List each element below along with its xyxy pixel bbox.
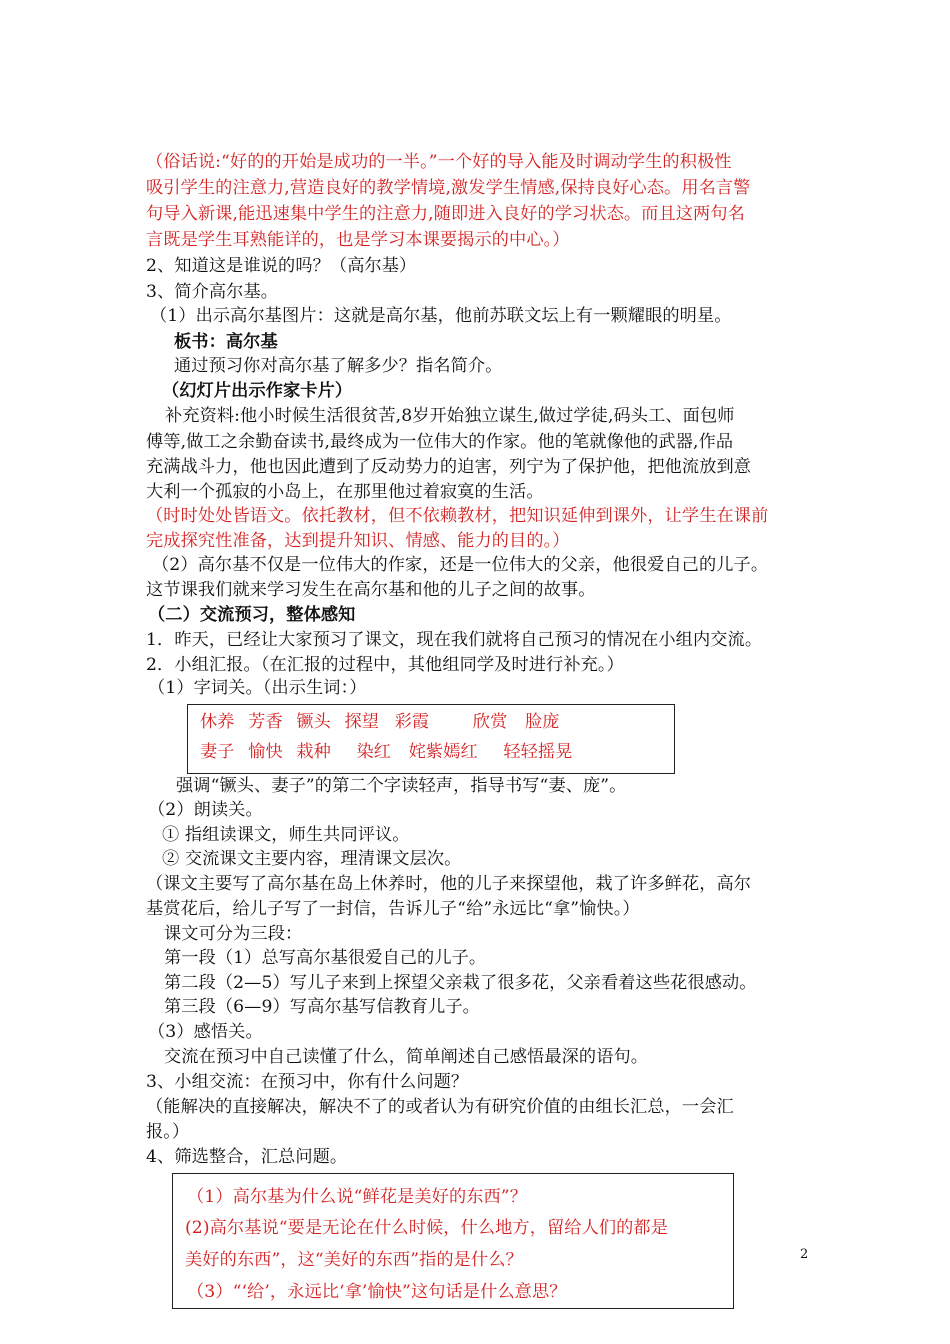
vocab-word: 镢头 xyxy=(296,712,331,732)
vocab-word: 彩霞 xyxy=(394,712,430,732)
paragraph-2: 2．小组汇报。（在汇报的过程中，其他组同学及时进行补充。） xyxy=(146,655,624,675)
intro-note-line: （俗话说:“好的的开始是成功的一半。”一个好的导入能及时调动学生的积极性 xyxy=(146,152,732,172)
supplement-line: 补充资料:他小时候生活很贫苦,8岁开始独立谋生,做过学徒,码头工、面包师 xyxy=(165,406,735,426)
summary-line: （课文主要写了高尔基在岛上休养时，他的儿子来探望他，栽了许多鲜花，高尔 xyxy=(146,874,752,894)
vocab-word: 芳香 xyxy=(248,712,283,732)
segment-1: 第一段（1）总写高尔基很爱自己的儿子。 xyxy=(164,948,487,968)
subitem-feeling: （3）感悟关。 xyxy=(148,1022,263,1042)
vocab-word: 姹紫嫣红 xyxy=(408,742,478,762)
paragraph-3: 3、小组交流：在预习中，你有什么问题？ xyxy=(146,1072,469,1092)
paragraph-4: 4、筛选整合，汇总问题。 xyxy=(146,1147,348,1167)
intro-note-line: 言既是学生耳熟能详的，也是学习本课要揭示的中心。） xyxy=(146,230,570,250)
vocab-word: 栽种 xyxy=(296,742,331,762)
intro-note-line: 吸引学生的注意力,营造良好的教学情境,激发学生情感,保持良好心态。用名言警 xyxy=(146,178,751,198)
step-2-line: 这节课我们就来学习发生在高尔基和他的儿子之间的故事。 xyxy=(146,580,596,600)
vocab-word: 轻轻摇晃 xyxy=(503,742,573,762)
vocab-word: 脸庞 xyxy=(524,712,560,732)
paragraph-3-note: （能解决的直接解决，解决不了的或者认为有研究价值的由组长汇总，一会汇 xyxy=(146,1097,734,1117)
question-item: 美好的东西”，这“美好的东西”指的是什么？ xyxy=(185,1250,523,1270)
vocab-word: 探望 xyxy=(344,712,380,732)
subitem-reading: （2）朗读关。 xyxy=(148,800,263,820)
feeling-step: 交流在预习中自己读懂了什么，简单阐述自己感悟最深的语句。 xyxy=(164,1047,649,1067)
vocabulary-row xyxy=(200,740,573,764)
vocab-word: 妻子 xyxy=(200,742,235,762)
stress-note: 强调“镢头、妻子”的第二个字读轻声，指导书写“妻、庞”。 xyxy=(176,776,627,796)
question-2: 2、知道这是谁说的吗？（高尔基） xyxy=(146,256,417,276)
supplement-line: 傅等,做工之余勤奋读书,最终成为一位伟大的作家。他的笔就像他的武器,作品 xyxy=(146,432,734,452)
teaching-note-line: （时时处处皆语文。依托教材，但不依赖教材，把知识延伸到课外，让学生在课前 xyxy=(146,506,769,526)
question-item: （3）“‘给’，永远比‘拿’愉快”这句话是什么意思？ xyxy=(187,1282,567,1302)
board-writing: 板书：高尔基 xyxy=(174,332,278,352)
supplement-line: 大利一个孤寂的小岛上，在那里他过着寂寞的生活。 xyxy=(146,482,544,502)
segment-3: 第三段（6—9）写高尔基写信教育儿子。 xyxy=(164,997,480,1017)
vocab-word: 休养 xyxy=(200,712,235,732)
question-3: 3、简介高尔基。 xyxy=(146,282,279,302)
reading-step: ① 指组读课文，师生共同评议。 xyxy=(162,825,410,845)
preview-question: 通过预习你对高尔基了解多少？指名简介。 xyxy=(174,356,503,376)
step-2-line: （2）高尔基不仅是一位伟大的作家，还是一位伟大的父亲，他很爱自己的儿子。 xyxy=(152,555,769,575)
sections-intro: 课文可分为三段： xyxy=(164,924,303,944)
intro-note-line: 句导入新课,能迅速集中学生的注意力,随即进入良好的学习状态。而且这两句名 xyxy=(146,204,745,224)
teaching-note-line: 完成探究性准备，达到提升知识、情感、能力的目的。） xyxy=(146,531,570,551)
summary-line: 基赏花后，给儿子写了一封信，告诉儿子“给”永远比“拿”愉快。） xyxy=(146,899,640,919)
supplement-line: 充满战斗力，他也因此遭到了反动势力的迫害，列宁为了保护他，把他流放到意 xyxy=(146,457,752,477)
question-item: (2)高尔基说“要是无论在什么时候，什么地方，留给人们的都是 xyxy=(185,1218,669,1238)
vocab-word: 欣赏 xyxy=(472,712,508,732)
vocabulary-box xyxy=(187,704,675,774)
question-item: （1）高尔基为什么说“鲜花是美好的东西”？ xyxy=(187,1187,527,1207)
segment-2: 第二段（2—5）写儿子来到上探望父亲栽了很多花，父亲看着这些花很感动。 xyxy=(164,973,757,993)
subitem-words: （1）字词关。（出示生词：） xyxy=(148,678,367,698)
vocab-word: 愉快 xyxy=(248,742,283,762)
vocab-word: 染红 xyxy=(356,742,392,762)
step-1: （1）出示高尔基图片：这就是高尔基，他前苏联文坛上有一颗耀眼的明星。 xyxy=(150,306,732,326)
questions-box xyxy=(172,1173,734,1309)
slide-note: （幻灯片出示作家卡片） xyxy=(162,381,353,401)
paragraph-1: 1．昨天，已经让大家预习了课文，现在我们就将自己预习的情况在小组内交流。 xyxy=(146,630,763,650)
reading-step: ② 交流课文主要内容，理清课文层次。 xyxy=(162,849,462,869)
section-heading: （二）交流预习，整体感知 xyxy=(148,605,356,625)
paragraph-3-note: 报。） xyxy=(146,1122,190,1142)
vocabulary-row xyxy=(200,710,560,734)
page-number: 2 xyxy=(800,1247,809,1262)
